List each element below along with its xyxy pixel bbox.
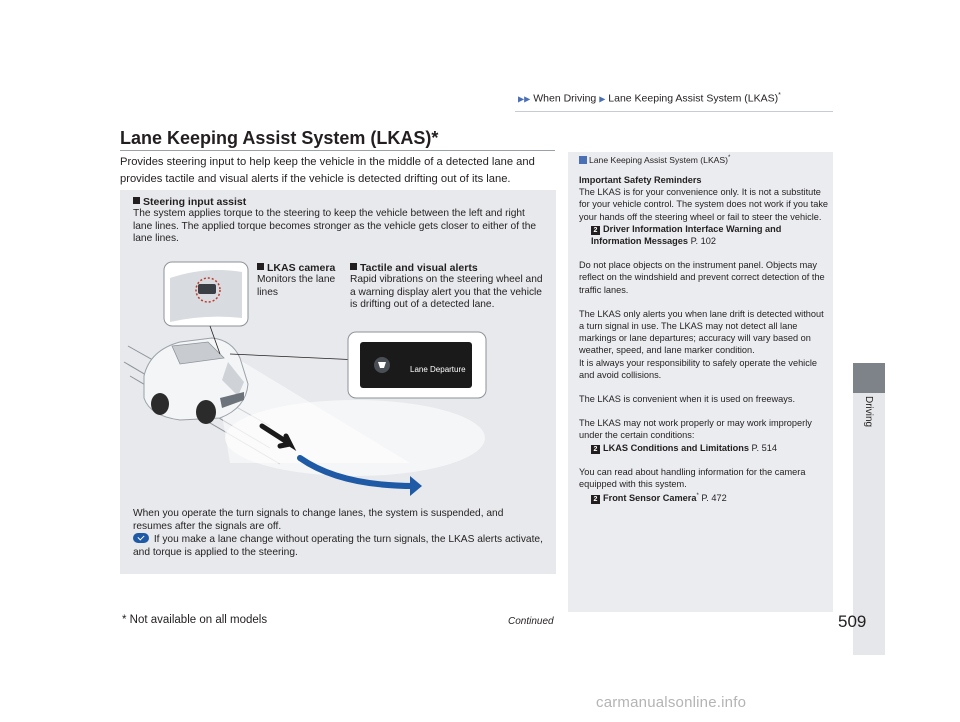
- page-title-text: Lane Keeping Assist System (LKAS): [120, 128, 432, 148]
- reference-icon: [579, 156, 587, 164]
- breadcrumb: [518, 92, 781, 105]
- tactile-alert-heading: Tactile and visual alerts: [350, 262, 550, 274]
- camera-heading: LKAS camera: [257, 262, 347, 274]
- steering-assist-heading: Steering input assist: [133, 196, 543, 208]
- lane-departure-display-label: Lane Departure: [410, 365, 466, 374]
- section-tab-label[interactable]: Driving: [863, 396, 874, 428]
- tactile-alert-text: Rapid vibrations on the steering wheel and a warning display alert you that the vehicle is drifting out of a detected lane.: [350, 274, 543, 310]
- section-tab-marker: [853, 363, 885, 393]
- camera-detail-inset: [164, 262, 248, 326]
- steering-assist-text: The system applies torque to the steering to keep the vehicle between the left and right lane lines. The applied torque becomes stronger as the vehicle gets closer to either of the lane lines.: [133, 208, 537, 244]
- xref-link-driver-info[interactable]: 2 Driver Information Interface Warning and Information Messages P. 102: [591, 223, 782, 247]
- camera-text: Monitors the lane lines: [257, 274, 336, 298]
- display-leader-line: [230, 354, 360, 360]
- arrow-head-icon: [410, 476, 422, 496]
- intro-paragraph: Provides steering input to help keep the vehicle in the middle of a detected lane and provides tactile and visual alerts if the vehicle is detected drifting out of its lane.: [120, 156, 535, 185]
- xref-arrow-icon: 2: [591, 495, 600, 504]
- xref-link-lkas-conditions[interactable]: 2 LKAS Conditions and Limitations P. 514: [579, 442, 829, 454]
- page-title: [120, 128, 438, 149]
- xref-arrow-icon: 2: [591, 445, 600, 454]
- title-divider: [120, 150, 555, 151]
- breadcrumb-asterisk: *: [778, 92, 781, 99]
- sidenote-body: [579, 174, 829, 505]
- sidenote-paragraph: It is always your responsibility to safely operate the vehicle and avoid collisions.: [579, 357, 817, 380]
- header-divider: [515, 111, 833, 112]
- continued-label: Continued: [508, 616, 554, 627]
- detected-lane-area: [225, 400, 485, 476]
- sidenote-paragraph: You can read about handling information for the camera equipped with this system.: [579, 466, 806, 490]
- note-icon: [133, 533, 149, 543]
- xref-link-front-sensor-camera[interactable]: 2 Front Sensor Camera* P. 472: [579, 490, 829, 504]
- breadcrumb-item-lkas[interactable]: Lane Keeping Assist System (LKAS): [608, 92, 779, 105]
- xref-arrow-icon: 2: [591, 226, 600, 235]
- car-icon: [144, 338, 248, 424]
- page-number: 509: [838, 612, 867, 631]
- breadcrumb-arrow-icon: ▶: [599, 94, 606, 104]
- sidenote-paragraph: The LKAS may not work properly or may work improperly under the certain conditions:: [579, 418, 812, 441]
- breadcrumb-arrow-icon: ▶▶: [518, 94, 531, 104]
- square-bullet-icon: [133, 197, 140, 204]
- sidenote-header: Lane Keeping Assist System (LKAS)*: [579, 155, 730, 165]
- sidenote-paragraph: The LKAS only alerts you when lane drift is detected without a turn signal in use. The LKAS may not detect all lane markings or lane departures; accuracy will vary based on weather, speed, and lane marker condition.: [579, 308, 824, 356]
- watermark: carmanualsonline.info: [596, 694, 747, 711]
- turn-signal-text: When you operate the turn signals to change lanes, the system is suspended, and resumes after the signals are off.: [133, 508, 504, 532]
- turn-signal-note: [133, 508, 545, 559]
- lkas-illustration: [120, 258, 556, 508]
- sidenote-paragraph: The LKAS is for your convenience only. It is not a substitute for your vehicle control. The system does not work if you take your hands off the steering wheel or fail to steer the vehicle.: [579, 187, 829, 222]
- footnote: * Not available on all models: [122, 614, 268, 626]
- breadcrumb-item-when-driving[interactable]: When Driving: [533, 92, 597, 105]
- sidenote-paragraph: Do not place objects on the instrument panel. Objects may reflect on the windshield and prevent correct detection of the traffic lanes.: [579, 260, 825, 295]
- lane-change-note: If you make a lane change without operating the turn signals, the LKAS alerts activate, and torque is applied to the steering.: [133, 534, 543, 558]
- sidenote-paragraph: The LKAS is convenient when it is used on freeways.: [579, 394, 796, 405]
- page-title-asterisk: *: [431, 128, 439, 148]
- sidenote-heading: Important Safety Reminders: [579, 175, 702, 185]
- steering-assist-callout: [133, 196, 543, 246]
